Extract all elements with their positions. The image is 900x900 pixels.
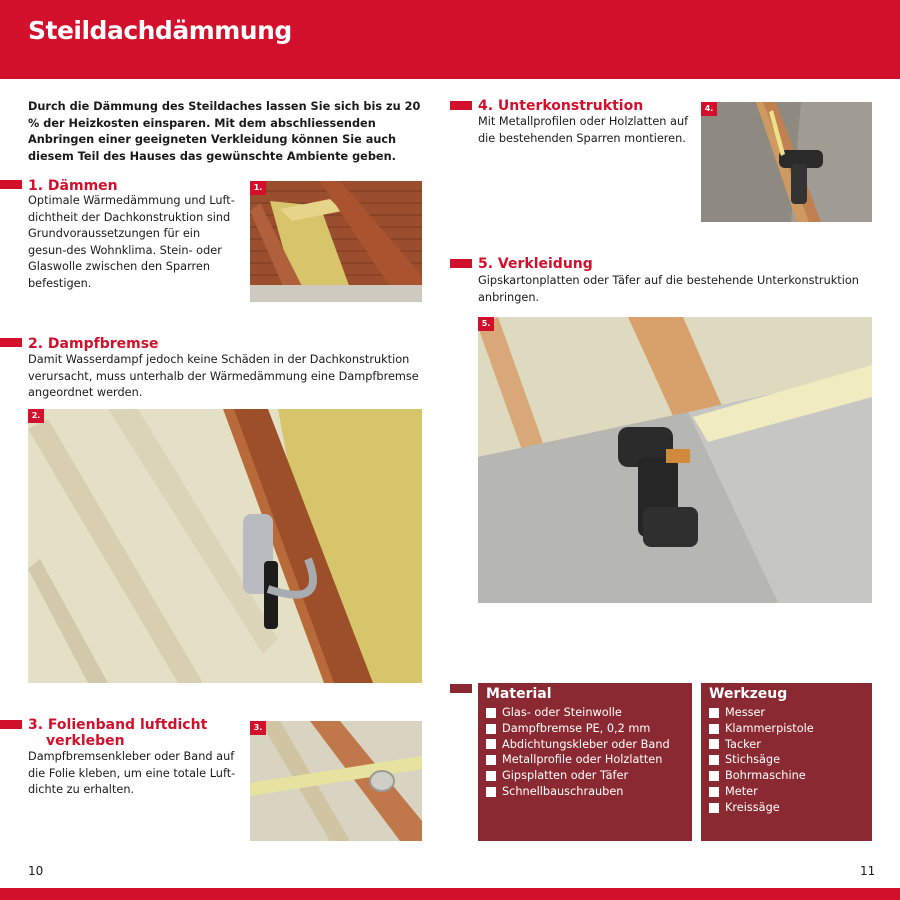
checkbox-square-icon <box>709 755 719 765</box>
intro-text: Durch die Dämmung des Steildaches lassen Sie sich bis zu 20 % der Heizkosten einsparen. Mit dem abschliessenden Anbringen einer geeigneten Verkleidung können Sie auch diesem Teil des Hauses das gewünschte Ambiente geben. <box>28 100 421 163</box>
photo-cladding <box>478 317 872 603</box>
photo-2-badge: 2. <box>28 409 44 423</box>
photo-vapour-barrier <box>28 409 422 683</box>
photo-tape <box>250 721 422 841</box>
section-5-marker <box>450 259 472 268</box>
checkbox-square-icon <box>486 708 496 718</box>
list-item: Kreissäge <box>709 800 814 816</box>
checkbox-square-icon <box>709 787 719 797</box>
checkbox-square-icon <box>709 739 719 749</box>
list-item: Meter <box>709 784 814 800</box>
section-5-text: Gipskartonplatten oder Täfer auf die bestehende Unterkonstruktion anbringen. <box>478 274 859 304</box>
list-item: Stichsäge <box>709 752 814 768</box>
page-title: Steildachdämmung <box>28 16 292 45</box>
material-title: Material <box>486 686 552 702</box>
checkbox-square-icon <box>486 771 496 781</box>
werkzeug-box <box>701 683 872 841</box>
checkbox-square-icon <box>486 724 496 734</box>
section-4-title: 4. Unterkonstruktion <box>478 98 644 114</box>
checkbox-square-icon <box>486 787 496 797</box>
section-2-title: 2. Dampfbremse <box>28 336 159 352</box>
page-number-left: 10 <box>28 864 44 878</box>
checkbox-square-icon <box>709 771 719 781</box>
section-4-marker <box>450 101 472 110</box>
section-3-marker <box>0 720 22 729</box>
section-3-title-line1: 3. Folienband luftdicht <box>28 717 208 733</box>
list-item: Klammerpistole <box>709 721 814 737</box>
section-3-text: Dampfbremsenkleber oder Band auf die Folie kleben, um eine totale Luft-dichte zu erhalten. <box>28 750 236 796</box>
list-item: Metallprofile oder Holzlatten <box>486 752 670 768</box>
werkzeug-title: Werkzeug <box>709 686 788 702</box>
photo-5-badge: 5. <box>478 317 494 331</box>
photo-4-badge: 4. <box>701 102 717 116</box>
list-item: Bohrmaschine <box>709 768 814 784</box>
section-1-text: Optimale Wärmedämmung und Luft-dichtheit der Dachkonstruktion sind Grundvoraussetzungen für ein gesun-des Wohnklima. Stein- oder Glaswolle zwischen den Sparren befestigen. <box>28 194 235 290</box>
section-5-title: 5. Verkleidung <box>478 256 593 272</box>
checkbox-square-icon <box>486 739 496 749</box>
header-bar <box>0 0 900 79</box>
checkbox-square-icon <box>709 708 719 718</box>
section-2-marker <box>0 338 22 347</box>
section-1-title: 1. Dämmen <box>28 178 118 194</box>
list-item: Abdichtungskleber oder Band <box>486 737 670 753</box>
photo-1-badge: 1. <box>250 181 266 195</box>
list-item: Gipsplatten oder Täfer <box>486 768 670 784</box>
section-2-text: Damit Wasserdampf jedoch keine Schäden in der Dachkonstruktion verursacht, muss unterhalb der Wärmedämmung eine Dampfbremse angeordnet werden. <box>28 353 419 399</box>
checkbox-square-icon <box>709 803 719 813</box>
section-1-marker <box>0 180 22 189</box>
section-4-text: Mit Metallprofilen oder Holzlatten auf die bestehenden Sparren montieren. <box>478 115 689 145</box>
footer-bar <box>0 888 900 900</box>
material-list <box>486 705 670 800</box>
section-3-title-line2: verkleben <box>46 733 125 749</box>
photo-3-badge: 3. <box>250 721 266 735</box>
material-box <box>478 683 692 841</box>
material-marker <box>450 684 472 693</box>
list-item: Dampfbremse PE, 0,2 mm <box>486 721 670 737</box>
list-item: Tacker <box>709 737 814 753</box>
list-item: Schnellbauschrauben <box>486 784 670 800</box>
list-item: Glas- oder Steinwolle <box>486 705 670 721</box>
checkbox-square-icon <box>486 755 496 765</box>
photo-insulation <box>250 181 422 302</box>
list-item: Messer <box>709 705 814 721</box>
photo-substructure <box>701 102 872 222</box>
page-number-right: 11 <box>860 864 876 878</box>
werkzeug-list <box>709 705 814 816</box>
checkbox-square-icon <box>709 724 719 734</box>
